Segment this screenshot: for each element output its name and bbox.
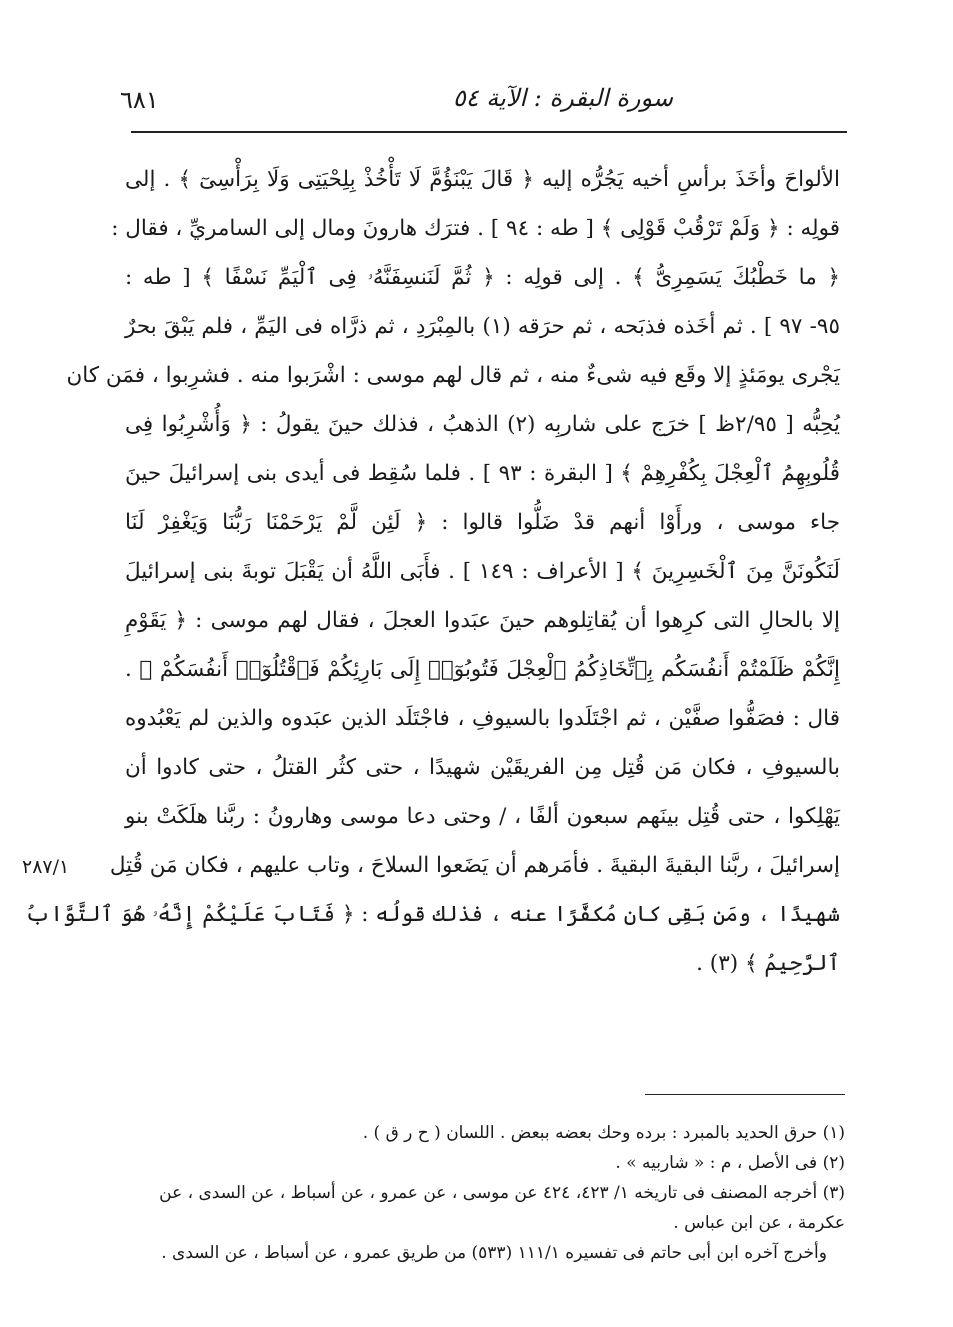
body-line: إسرائيلَ ، ربَّنا البقيةَ البقيةَ . فأمَرهم أن يَضَعوا السلاحَ ، وتاب عليهم ، فكان مَن قُتِل [109,853,840,878]
body-line: قال : فصَفُّوا صفَّيْن ، ثم اجْتَلَدوا بالسيوفِ ، فاجْتَلَد الذين عبَدوه والذين لم يَعْبُدوه [125,706,840,731]
footnote-continuation: عكرمة ، عن ابن عباس . [673,1213,845,1233]
body-line: قولِه : ﴿ وَلَمْ تَرْقُبْ قَوْلِى ﴾ [ طه : ٩٤ ] . فترَك هارونَ ومال إلى السامريِّ ، فقال : [111,216,840,241]
footnote: (٢) فى الأصل ، م : « شاربيه » . [615,1153,845,1173]
page-number: ٦٨١ [120,86,159,114]
footnotes [125,1118,845,1268]
body-line: الألواحَ وأخَذَ برأسِ أخيه يَجُرُّه إليه ﴿ قَالَ يَبْنَؤُمَّ لَا تَأْخُذْ بِلِحْيَتِى وَلَا بِرَأْسِىٓ ﴾ . إلى [125,167,840,192]
page-header [120,78,848,132]
footnote-rule [645,1094,845,1095]
body-line: لَنَكُونَنَّ مِنَ ٱلْخَسِرِينَ ﴾ [ الأعراف : ١٤٩ ] . فأَبَى اللَّهُ أن يَقْبَلَ توبةَ بنى إسرائيلَ [125,559,840,584]
footnote: (٣) أخرجه المصنف فى تاريخه ١/ ٤٢٣، ٤٢٤ عن موسى ، عن عمرو ، عن أسباط ، عن السدى ، عن [159,1183,845,1203]
running-title: سورة البقرة : الآية ٥٤ [452,84,673,112]
body-line: قُلُوبِهِمُ ٱلْعِجْلَ بِكُفْرِهِمْ ﴾ [ البقرة : ٩٣ ] . فلما سُقِط فى أيدى بنى إسرائيلَ حينَ [125,461,840,486]
body-line: إِنَّكُمْ ظَلَمْتُمْ أَنفُسَكُم بِٱتِّخَاذِكُمُ ٱلْعِجْلَ فَتُوبُوٓا۟ إِلَى بَارِئِكُمْ فَٱقْتُلُوٓا۟ أَنفُسَكُمْ ﴾ . [125,657,840,682]
body-line: يَهْلِكوا ، حتى قُتِل بينَهم سبعون ألفًا ، / وحتى دعا موسى وهارونُ : ربَّنا هلَكَتْ بنو [125,804,840,829]
body-line: إلا بالحالِ التى كرِهوا أن يُقاتِلوهم حينَ عبَدوا العجلَ ، فقال لهم موسى : ﴿ يَقَوْمِ [125,608,840,633]
body-line: ٩٥- ٩٧ ] . ثم أخَذه فذبَحه ، ثم حرَقه (١) بالمِبْرَدِ ، ثم ذرَّاه فى اليَمِّ ، فلم يَبْقَ بحرٌ [125,314,840,339]
body-line: شهيدًا ، ومَن بَقِى كان مُكفَّرًا عنه ، فذلك قولُه : ﴿ فَتَابَ عَلَيْكُمْ إِنَّهُۥ هُوَ ٱلتَّوَّابُ [25,902,840,927]
body-line: ﴿ ما خَطْبُكَ يَسَمِرِىُّ ﴾ . إلى قولِه : ﴿ ثُمَّ لَنَنسِفَنَّهُۥ فِى ٱلْيَمِّ نَسْفًا ﴾ [ طه : [125,265,840,290]
footnote: (١) حرق الحديد بالمبرد : برده وحك بعضه ببعض . اللسان ( ح ر ق ) . [362,1123,845,1143]
body-line: بالسيوفِ ، فكان مَن قُتِل مِن الفريقَيْن شهيدًا ، حتى كثُر القتلُ ، حتى كادوا أن [125,755,840,780]
body-line: يُحِبُّه [ ٢/٩٥ظ ] خرَج على شاربِه (٢) الذهبُ ، فذلك حينَ يقولُ : ﴿ وَأُشْرِبُوا فِى [125,412,840,437]
body-line: ٱلرَّحِيمُ ﴾ (٣) . [696,951,840,976]
body-line: جاء موسى ، ورأَوْا أنهم قدْ ضَلُّوا قالوا : ﴿ لَئِن لَّمْ يَرْحَمْنَا رَبُّنَا وَيَغْفِرْ لَنَا [125,510,840,535]
footnote-continuation: وأخرج آخره ابن أبى حاتم فى تفسيره ١١١/١ (٥٣٣) من طريق عمرو ، عن أسباط ، عن السدى . [161,1243,827,1263]
margin-reference: ٢٨٧/١ [22,856,70,878]
header-rule [131,131,847,133]
body-line: يَجْرى يومَئذٍ إلا وقَع فيه شىءٌ منه ، ثم قال لهم موسى : اشْرَبوا منه . فشرِبوا ، فمَن كان [66,363,840,388]
